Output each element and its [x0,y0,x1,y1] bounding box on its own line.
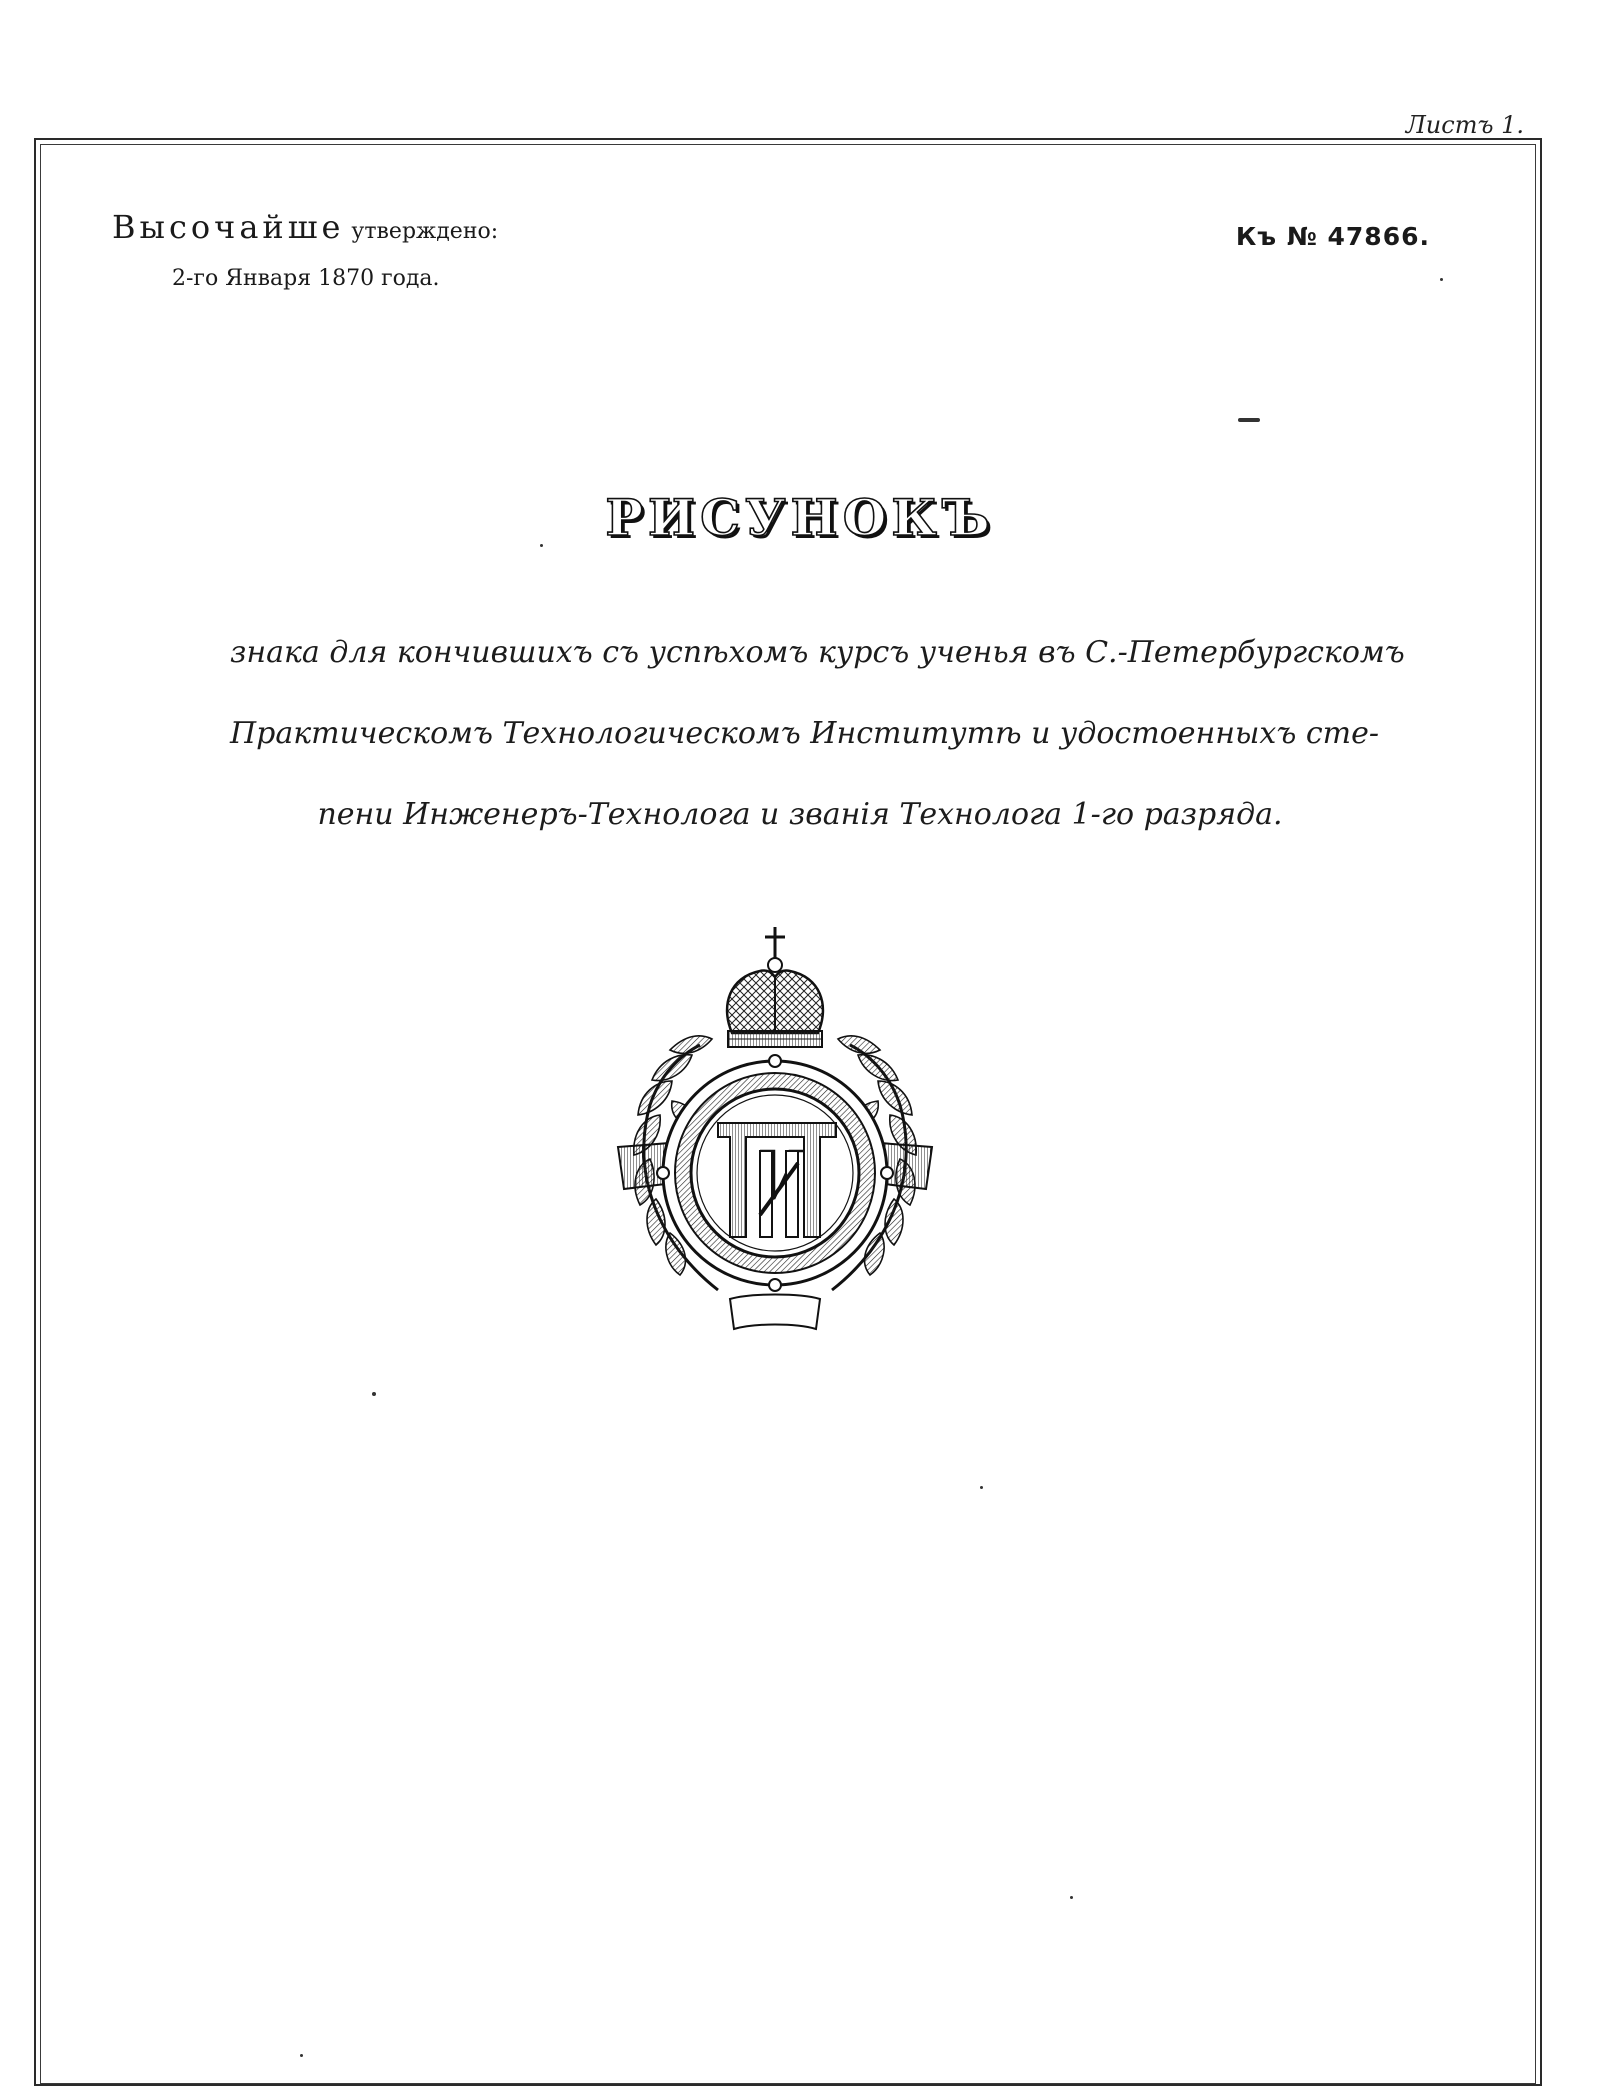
approval-highly: Высочайше [112,208,345,246]
description-line-3: пени Инженеръ-Технолога и званія Технолога 1-го разряда. [317,797,1283,832]
print-speck [1238,418,1260,422]
approval-block [112,208,532,291]
description-line-2: Практическомъ Технологическомъ Институтѣ и удостоенныхъ сте- [230,716,1380,751]
sheet-label: Листъ 1. [1392,112,1530,139]
approval-approved: утверждено: [351,219,499,244]
print-speck [372,1392,376,1396]
print-speck [980,1486,983,1489]
crown-icon [727,927,823,1047]
badge-emblem-svg [600,915,950,1345]
approval-line [112,208,532,246]
description-line-1: знака для кончившихъ съ успѣхомъ курсъ ученья въ С.-Петербургскомъ [230,635,1405,670]
print-speck [1440,278,1443,281]
badge-emblem-illustration [600,915,950,1345]
print-speck [540,544,543,547]
document-title: РИСУНОКЪ [605,488,995,547]
approval-date: 2-го Января 1870 года. [172,266,440,291]
document-description [230,612,1405,855]
reference-number: Къ № 47866. [1235,222,1430,251]
print-speck [300,2054,303,2057]
print-speck [1070,1896,1073,1899]
